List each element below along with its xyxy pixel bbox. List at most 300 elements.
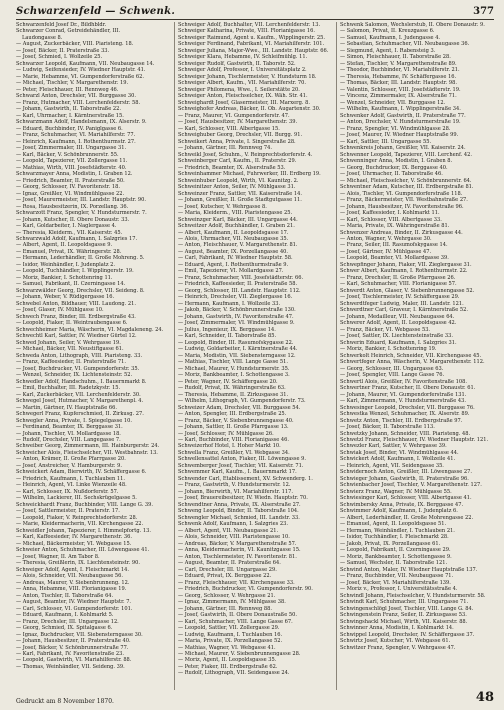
directory-entry: — Josef, Sattlermeister, II. Praterstr. 17.	[16, 508, 120, 515]
directory-entry: — Alois, Schneider, VIII. Piaristengasse 10.	[178, 534, 290, 541]
directory-entry: Schwickert Adolf, Kaufmann, I. Wollzeile 41.	[340, 456, 456, 463]
directory-entry: — Karl, Zimmermann, V. Hundsturmerstraße 43.	[340, 398, 467, 405]
directory-entry: — Johann, Gärtner, III. Rennweg 74.	[178, 145, 272, 152]
directory-entry: Schwidernoch Anton, Greißler, III. Löwengasse 27.	[340, 469, 472, 476]
directory-entry: — Franz, Fleischhauer, VII. Kirchengasse 33.	[178, 579, 295, 586]
directory-entry: — Johann, Sattler, II. Große Pfarrgasse 13.	[178, 424, 289, 431]
directory-entry: Schwebel Anton, Bildhauer, VIII. Laudong. 21.	[16, 300, 136, 307]
directory-entry: Schwimbersky Anna, Private, IX. Berggasse 47.	[340, 501, 464, 508]
column-divider	[174, 22, 175, 690]
directory-entry: Schwellensattel Anton, Fiaker, III. Löwengasse 9.	[178, 456, 306, 463]
directory-entry: — Anton, Drechsler, V. Hundsturmerstraße 19.	[340, 119, 461, 126]
directory-entry: — Theresia, Hebamme, IV. Schäffergasse 16.	[340, 73, 457, 80]
directory-entry: Schweier Anton, Schuhmacher, III. Löwengasse 41.	[16, 547, 150, 554]
directory-entry: Schwemmer Karl, Kaufm., I. Bauernmarkt 17.	[178, 469, 297, 476]
directory-entry: — Ignaz, Buchdrucker, VII. Siebensterngasse 30.	[16, 631, 143, 638]
directory-entry: Schwemberger Josef, Tischler, VII. Kaiserstr. 71.	[178, 462, 304, 469]
directory-entry: Schwarzwald Adolf, Kaufmann, I. Salzgries 17.	[16, 235, 138, 242]
directory-entry: — Leopold, Tapezierer, VII. Zollergasse 11.	[16, 158, 128, 165]
directory-entry: Schwerdtner Carl, Graveur, I. Kärntnerstraße 52.	[340, 307, 469, 314]
directory-entry: — Leopold, Fabrikant, II. Czerningasse 29.	[340, 547, 451, 554]
directory-entry: — Georg, Schlosser, V. Wehrgasse 21.	[178, 592, 276, 599]
directory-entry: — Leopold, Gastwirth, VI. Mariahilferstr. 88.	[16, 657, 132, 664]
directory-entry: — Moriz v., Professor, I. Universitätsstraße 4.	[340, 586, 458, 593]
directory-entry: Schwertner Franz, Kutscher, II. Obere Donaustr. 61.	[340, 385, 476, 392]
directory-entry: — Josef, Bäcker, V. Schönbrunnerstraße 77.	[16, 644, 129, 651]
directory-entry: — August, Zuckerbäcker, VIII. Piaristeng. 18.	[16, 41, 134, 48]
directory-entry: Schwertl Alois, Greißler, IV. Favoritenstraße 108.	[340, 378, 468, 385]
directory-entry: — Josef, Bäcker, II. Praterstraße 33.	[16, 47, 110, 54]
directory-entry: Schwenk Salomon, Wechslerstub, II. Obere Donaustr. 9.	[340, 22, 485, 28]
directory-entry: Schwarzott Franz, Spengler, V. Hundsturmerstr. 7.	[16, 210, 147, 217]
directory-entry: — Marie, Kleidermacherin, VII. Kirchengasse 22.	[16, 521, 144, 528]
directory-entry: — Franz, Kaffeesieder, II. Praterstraße 71.	[16, 359, 126, 366]
directory-entry: Schweiger Adolf, Agent, I. Fleischmarkt 14.	[16, 566, 130, 573]
directory-entry: Schwerdtfeger Ludwig, Maler, III. Landstr. 121.	[340, 300, 464, 307]
directory-entry: Schweickhardt Franz, Buchbinder, VIII. Lange G. 39.	[16, 501, 153, 508]
directory-entry: Schweinitzer Anton, Seiler, IV. Mühlgasse 31.	[178, 184, 296, 191]
directory-entry: — Josef, Tischlermeister, IV. Schäffergasse 29.	[340, 294, 460, 301]
directory-entry: Schwestka Wenzel, Schuhmacher, IX. Alserstr. 89.	[340, 411, 470, 418]
directory-entry: Schwindt Karl, Schuhmacher, III. Ungargasse 71.	[340, 599, 469, 606]
directory-entry: — Anton, Tischler, II. Taborstraße 64.	[16, 592, 114, 599]
directory-entry: — Wenzel, Schneider, IX. Lichtensteinstr. 52.	[16, 372, 133, 379]
directory-entry: Schwegerl Franz, Kupferschmied, II. Zirkusg. 27.	[16, 411, 144, 418]
directory-entry: — Karl, Schuhmacher, VIII. Lange Gasse 67.	[178, 618, 293, 625]
directory-entry: Schwech Franz, Binder, III. Erdbergstraße 43.	[16, 313, 136, 320]
directory-entry: Schweiger Adolf, Buchhalter, VII. Lerchenfelderstr. 13.	[178, 22, 321, 28]
directory-entry: — Ferdinand, Beamter, IX. Berggasse 31.	[16, 424, 123, 431]
directory-entry: Schweizerhof Hotel, I. Hoher Markt 10.	[178, 443, 281, 450]
directory-entry: — Josef, Gärtner, IV. Mühlgasse 47.	[340, 248, 432, 255]
directory-entry: — Franz, Drechsler, III. Ungargasse 12.	[16, 618, 119, 625]
directory-entry: Schwegel Josef, Hutmacher, V. Margarethenpl. 4.	[16, 398, 144, 405]
directory-entry: — Johann, Hausbesitzer, IV. Favoritenstraße 96.	[340, 203, 464, 210]
directory-entry: — Thomas, Weinhändler, VII. Seideng. 39.	[16, 663, 125, 670]
directory-entry: — Friedrich, Buchdrucker, VI. Gumpendorferstr. 90.	[178, 586, 313, 593]
directory-entry: — Leopold, Binder, III. Rasumofskygasse 22.	[178, 339, 294, 346]
directory-entry: — Karl, Schneider, II. Taborstraße 85.	[178, 333, 277, 340]
directory-entry: — Josef, Kutscher, V. Wehrgasse 8.	[178, 203, 267, 210]
page-footer	[16, 689, 494, 705]
directory-entry: — Carl, Schlosser, VI. Gumpendorferstr. 101.	[16, 605, 133, 612]
directory-entry: — Josef, Hausbesitzer, IV. Margarethenstr. 39.	[178, 119, 298, 126]
directory-entry: Schwenzer Andreas, Binder, II. Zirkusgasse 44.	[340, 229, 463, 236]
directory-entry: — Josef, Schlosser, IV. Mühlgasse 26.	[178, 430, 274, 437]
directory-entry: Schweinhuber Leopold, Wirth, VI. Kaunitzg. 2.	[178, 177, 299, 184]
directory-entry: Schweiger Anton, Fleischselcher, IX. Wäh. Str. 41.	[178, 93, 308, 100]
directory-entry: — Moriz, Bankier, I. Schottenring 11.	[16, 274, 113, 281]
column-divider	[336, 22, 337, 690]
directory-entry: — Jakob, Privat, IX. Porzellangasse 61.	[340, 540, 441, 547]
directory-entry: Schwender Carl, Etablissement, XV. Schwenderg. 1.	[178, 475, 313, 482]
directory-entry: — Theresia, Greißlerin, IX. Liechtensteinstr. 90.	[16, 560, 140, 567]
running-title: Schwarzenfeld — Schwenk.	[16, 5, 176, 17]
directory-entry: — Franz, Schuhmacher, VIII. Josefstädterstr. 66.	[178, 274, 304, 281]
directory-entry: — Franz, Bäcker, V. Siebenbrunnengasse 40.	[178, 417, 294, 424]
directory-entry: — Johann, Maurer, VI. Gumpendorferstraße 131.	[340, 391, 467, 398]
directory-entry: — Rudolf, Privat, IX. Währingerstraße 63.	[178, 385, 286, 392]
directory-entry: — Maria, Kleiderm., VIII. Piaristengasse 25.	[178, 210, 293, 217]
directory-entry: — Josef, Glaser, IV. Mühlgasse 10.	[16, 307, 104, 314]
directory-entry: Schwarzmayer Anna, Modistin, I. Graben 12.	[16, 171, 133, 178]
column-3	[340, 22, 494, 692]
directory-entry: Schwetzky Johann, Schneider, VIII. Piaristeng. 48.	[340, 430, 471, 437]
directory-entry: Schweighofer Andreas, Bäcker, II. Ob. Augartenstr. 30.	[178, 106, 321, 113]
directory-entry: Schwendtner Anna, Private, IX. Alserstraße 27.	[178, 501, 301, 508]
directory-entry: — Ignaz, Zimmermann, IV. Mühlgasse 38.	[178, 599, 286, 606]
directory-entry: — Marie, Hebamme, VI. Gumpendorferstraße 62.	[16, 73, 144, 80]
directory-entry: Schwenkreis Johann, Greißler, VII. Kaiserstr. 24.	[340, 145, 466, 152]
directory-entry: — Karl, Schlosser, VIII. Albertgasse 15.	[178, 125, 280, 132]
directory-entry: — Anton, Krämer, II. Große Pfarrgasse 20.	[16, 456, 126, 463]
directory-entry: Schweng Leopold, Binder, II. Taborstraße 104.	[178, 508, 299, 515]
directory-entry: Schwer Albert, Kaufmann, I. Rothenthurmstr. 22.	[340, 268, 468, 275]
directory-entry: — Friedrich, Kaffeesieder, II. Praterstraße 58.	[178, 281, 298, 288]
directory-entry: — Franz, Schuhmacher, VI. Mariahilferstr. 77.	[16, 132, 136, 139]
directory-entry: Schweickert Adam, Bierwirth, IV. Schäffergasse 6.	[16, 469, 147, 476]
directory-entry: Schweidler Johann, Tapezierer, I. Himmelpfortg. 13.	[16, 527, 151, 534]
directory-entry: — Josef, Schmied, I. Wollzeile 25.	[16, 54, 103, 61]
directory-entry: Schwegler Anna, Private, I. Spiegelgasse 10.	[16, 417, 132, 424]
directory-entry: Schwiesinger Karl, Schlosser, VIII. Albertgasse 41.	[340, 495, 472, 502]
directory-entry: — Ignaz, Greißler, VI. Windmühlgasse 22.	[16, 190, 125, 197]
directory-entry: — Michael, Bäckermeister, VI. Webgasse 15.	[16, 540, 132, 547]
print-date: Gedruckt am 8 November 1870.	[16, 698, 114, 705]
directory-entry: Schweiger Klara, Hebamme, IV. Schleifmühlg. 11.	[178, 54, 308, 61]
directory-entry: — Moriz, Bankier, I. Schottenring 19.	[340, 346, 437, 353]
directory-entry: — Karl, Schlosser, VIII. Albertgasse 33.	[340, 216, 442, 223]
directory-entry: — Stefan, Tischler, V. Margarethenstraße 89.	[340, 60, 457, 67]
directory-entry: — Carl, Fabrikant, IV. Wiedner Hauptstr. 58.	[178, 255, 293, 262]
directory-entry: — Martin, Gärtner, IV. Hauptstraße 66.	[16, 404, 117, 411]
directory-entry: — Moriz, Agent, II. Leopoldsgasse 35.	[178, 657, 277, 664]
directory-entry: — Johann, Medailleur, VII. Neubaugasse 64.	[340, 313, 455, 320]
directory-entry: — Georg, Schlosser, III. Landstr. Hauptstr. 112.	[178, 287, 301, 294]
directory-entry: — Franz, Hutmacher, VIII. Lerchenfelderstr. 58.	[16, 99, 141, 106]
directory-entry: — Samuel, Fabrikant, II. Czerningasse 14.	[16, 281, 126, 288]
directory-entry: — Alois, Tischler, VI. Gumpendorferstraße 118.	[340, 190, 463, 197]
directory-entry: — Michael, Maurer, V. Siebenbrunnengasse 28.	[178, 650, 301, 657]
directory-entry: Schweda Anton, Lithograph, VIII. Piaristeng. 33.	[16, 352, 143, 359]
directory-entry: — Karl, Schuhmacher, VIII. Florianigasse 57.	[340, 281, 457, 288]
directory-entry: — Sebastian, Schuhmacher, VII. Neubaugasse 36.	[340, 41, 470, 48]
directory-entry: Schwerin Eduard, Kaufmann, I. Salzgries 31.	[340, 339, 457, 346]
directory-entry: — Eduard, Buchbinder, IV. Paniglgasse 6.	[16, 125, 123, 132]
directory-entry: — Maria, Private, IX. Porzellangasse 52.	[178, 638, 283, 645]
directory-entry: Schwerer Adolf, Agent, II. Leopoldsgasse 42.	[340, 320, 457, 327]
directory-entry: Schweighardt Josef, Glasermeister, III. Marxerg. 8.	[178, 99, 310, 106]
directory-entry: Schwarzenfeld Josef Dr., Bildhbldr.	[16, 22, 107, 28]
directory-entry: Schwerkolt Heinrich, Schneider, VII. Kirchengasse 45.	[340, 352, 482, 359]
directory-entry: — Salomon, Privat, II. Kreuzgasse 6.	[340, 28, 435, 35]
directory-entry: Schwetz Anton, Tischler, III. Erdbergstraße 97.	[340, 417, 463, 424]
directory-entry: Schwierz Franz, Wagner, IV. Mühlgasse 55.	[340, 488, 452, 495]
directory-entry: — Josef, Bäcker, VI. Mariahilferstraße 139.	[340, 579, 451, 586]
directory-entry: — Albert, Lederhändler, II. Große Mohrengasse 22.	[340, 514, 474, 521]
directory-entry: Schwarzer Conrad, Getreidehändler, III.	[16, 28, 121, 35]
directory-entry: — August, Beamter, II. Praterstraße 64.	[178, 560, 281, 567]
directory-entry: — Samuel, Wechsler, II. Taborstraße 121.	[340, 560, 448, 567]
directory-entry: — Hermann, Weinhändler, I. Tuchlauben 21.	[340, 527, 455, 534]
directory-entry: — Albert, Agent, VII. Neubaugasse 21.	[178, 527, 279, 534]
directory-entry: Schweinzer Franz, Sattler, VII. Kaiserstraße 14.	[178, 190, 302, 197]
directory-entry: — Wilhelm, Lackierer, III. Sechskrügelgasse 5.	[16, 495, 137, 502]
directory-entry: Schwind Anton, Maler, IV. Wiedner Hauptstraße 137.	[340, 566, 478, 573]
directory-entry: — Johann, Tischler, VI. Mollardgasse 18.	[16, 430, 121, 437]
directory-entry: — Emil, Tapezierer, VI. Mollardgasse 27.	[178, 268, 284, 275]
directory-entry: — Emanuel, Privat, IX. Währingerstr. 28.	[16, 248, 122, 255]
directory-entry: — Peter, Wagner, IV. Schäffergasse 20.	[178, 378, 278, 385]
directory-entry: — Anton, Tischlermeister, IV. Favoritenstr. 81.	[178, 553, 297, 560]
directory-entry: — Simon, Fleischhauer, II. Taborstraße 28.	[340, 54, 451, 61]
directory-entry: — Johann, Gastwirth, II. Taborstraße 22.	[16, 106, 122, 113]
directory-entry: Schwarzwälder Georg, Drechsler, VII. Seideng. 8.	[16, 287, 145, 294]
directory-entry: — Alois, Schneider, VII. Neubaugasse 56.	[16, 573, 124, 580]
directory-entry: — Thomas, Bäcker, III. Landstr. Hauptstr. 98.	[340, 80, 457, 87]
directory-entry: — Josef, Bäcker, II. Taborstraße 113.	[340, 424, 435, 431]
directory-entry: — Samuel, Kaufmann, I. Judengasse 4.	[340, 34, 441, 41]
directory-entry: Schweiger Katharina, Private, VIII. Florianigasse 16.	[178, 28, 315, 35]
directory-entry: — Wilhelm, Lithograph, VI. Gumpendorferstr. 73.	[178, 398, 306, 405]
directory-entry: — Ludwig, Seifensieder, IV. Wiedner Hauptstr. 41.	[16, 67, 146, 74]
directory-entry: Schweicher Alois, Fleischselcher, VII. Westbahnstr. 13.	[16, 449, 158, 456]
directory-entry: Schwarzmann Adolf, Handelsmann, IX. Alserstr. 9.	[16, 119, 147, 126]
directory-entry: — Johann, Hausbesitzer, II. Praterstraße 40.	[16, 638, 131, 645]
directory-entry: Schwingenschlögl Josef, Tischler, VIII. Lange G. 84.	[340, 605, 474, 612]
directory-entry: — August, Beamter, IX. Porzellangasse 40.	[178, 248, 289, 255]
directory-entry: Schwertfeger Anna, Wäscherin, V. Margarethenstr. 112.	[340, 359, 485, 366]
directory-entry: — Emanuel, Agent, II. Leopoldsgasse 51.	[340, 521, 447, 528]
directory-entry: Schweiger Philomena, Wwe., I. Seilerstätte 20.	[178, 86, 300, 93]
directory-entry: — Anton, Spengler, III. Erdbergstraße 25.	[178, 411, 287, 418]
directory-entry: Schwinner Anna, Modistin, I. Kohlmarkt 14.	[340, 625, 454, 632]
directory-entry: — Karl, Buchbinder, VIII. Florianigasse 46.	[178, 437, 290, 443]
directory-entry: — Wenzel, Schneider, VII. Burggasse 12.	[340, 99, 446, 106]
directory-entry: — Josef, Kaffeesieder, I. Kohlmarkt 11.	[340, 210, 440, 217]
directory-entry: — Karl, Zuckerbäcker, VII. Lerchenfelderstr. 30.	[16, 391, 141, 398]
directory-entry: — Isidor, Weinhändler, I. Judenplatz 2.	[16, 261, 116, 268]
column-2	[178, 22, 332, 692]
directory-entry: — Friedrich, Kaufmann, I. Tuchlauben 11.	[16, 475, 125, 482]
directory-entry: — Anna, Kleidermacherin, VI. Kaunitzgasse 15.	[178, 547, 301, 554]
directory-entry: Schwiak Josef, Binder, VI. Windmühlgasse 44.	[340, 449, 459, 456]
directory-entry: — Leopold, Sattler, VII. Zollergasse 29.	[178, 625, 280, 632]
directory-entry: — Georg, Schlosser, IV. Favoritenstr. 18.	[16, 184, 120, 191]
directory-entry: — Anna, Hebamme, VIII. Florianigasse 19.	[16, 586, 127, 593]
directory-entry: — Ludwig, Kaufmann, I. Tuchlauben 16.	[178, 631, 283, 638]
directory-entry: — Emil, Buchhalter, III. Radetzkystr. 15.	[16, 385, 121, 392]
directory-entry: Schwedler Adolf, Handschuhm., I. Bauernmarkt 8.	[16, 378, 147, 385]
directory-entry: Schweiger Albert, Kaufm., VII. Mariahilferstr. 70.	[178, 80, 306, 87]
directory-entry: Schwimmer Adolf, Kaufmann, I. Judenplatz 6.	[340, 508, 458, 515]
directory-entry: — Johann, Greißler, II. Große Stadtgutgasse 11.	[178, 197, 302, 204]
directory-entry: Schwirtz Josef, Kutscher, VI. Webgasse 61.	[340, 638, 451, 645]
directory-entry: — Johann, Weber, V. Rüdigergasse 16.	[16, 294, 115, 301]
directory-entry: — Franz, Maurer, VI. Gumpendorferstr. 47.	[178, 112, 290, 119]
directory-entry: — Josef, Gastwirth, II. Obere Donaustraße 50.	[178, 612, 297, 619]
directory-entry: Schwed Johann, Seiler, V. Wehrgasse 19.	[16, 339, 121, 346]
directory-entry: — Leopold, Tuchhändler, I. Wipplingerstr. 19.	[16, 268, 134, 275]
directory-entry: Schwingshackl Michael, Wirth, VII. Kaiserstr. 88.	[340, 618, 468, 625]
directory-entry: — Isidor, Tuchhändler, I. Fleischmarkt 28.	[340, 534, 449, 541]
directory-entry: — Theresia, Hebamme, II. Zirkusgasse 31.	[178, 391, 289, 398]
directory-entry: — Heinrich, Agent, VI. Linke Wienzeile 48.	[16, 482, 127, 489]
page-number: 377	[473, 5, 494, 17]
directory-entry: — Georg, Schlosser, III. Ungargasse 63.	[340, 365, 444, 372]
directory-entry: — Ludwig, Goldarbeiter, I. Kärntnerstraße 44.	[178, 346, 298, 353]
directory-entry: — Hermann, Lederhändler, II. Große Mohreng. 5.	[16, 255, 145, 262]
directory-entry: Laudongasse 8.	[22, 34, 63, 41]
directory-entry: — Mathias, Wagner, VI. Webgasse 41.	[178, 644, 276, 651]
directory-entry: Schweiger Juliana, Major-Wwe., III. Landstr. Hauptstr. 66.	[178, 47, 329, 54]
directory-entry: Schwitzer Franz, Spengler, V. Wehrgasse 47.	[340, 644, 456, 651]
directory-entry: Schweiger Johann, Tischlermeister, V. Hundsturm 18.	[178, 73, 317, 80]
directory-entry: — Andreas, Bäcker, V. Margarethenstraße 57.	[178, 540, 297, 547]
directory-entry: Schwengler Michael, Schmied, III. Landstr. 33.	[178, 514, 300, 521]
directory-entry: Schwechtl Karl, Sattler, IV. Wiedner Gürtel 12.	[16, 333, 137, 340]
directory-entry: — Josef, Anstreicher, V. Hamburgerstr. 9.	[16, 462, 123, 469]
directory-entry: — Michael, Maurer, V. Hundsturmerstr. 35.	[178, 365, 290, 372]
directory-entry: — Albert, Kaufmann, II. Leopoldsgasse 17.	[178, 229, 289, 236]
directory-entry: — Moriz, Bankbeamter, I. Schottengasse 9.	[340, 553, 452, 560]
directory-entry: — Johann, Kutscher, II. Obere Donaustr. 33.	[16, 216, 130, 223]
directory-entry: — Moriz, Bankbeamter, I. Schottengasse 3.	[178, 372, 290, 379]
directory-entry: Schwesinger Leopold, Drechsler, VII. Burggasse 76.	[340, 404, 475, 411]
directory-entry: Schwieger Johann, Gastwirth, II. Praterstraße 96.	[340, 475, 469, 482]
directory-entry: — Josef, Zimmermaler, VI. Windmühlgasse 9.	[178, 320, 295, 327]
directory-entry: — Theresia, Kleiderm., VII. Kaiserstr. 45.	[16, 229, 123, 236]
directory-entry: — Alois, Uhrmacher, VII. Neubaugasse 35.	[178, 235, 289, 242]
directory-entry: — Franz, Drechsler, II. Große Pfarrgasse 26.	[340, 274, 456, 281]
directory-entry: — Hermann, Kaufmann, I. Wollzeile 33.	[178, 300, 281, 307]
directory-entry: — Karl, Goldarbeiter, I. Naglergasse 4.	[16, 223, 117, 230]
directory-entry: — Josef, Sattler, IX. Liechtensteinstraße 33.	[340, 333, 454, 340]
directory-entry: Schwentner Adam, Kutscher, III. Erdbergstraße 81.	[340, 184, 474, 191]
directory-entry: Schwenner Leopold, Tapezierer, VIII. Lerchenf. 42.	[340, 151, 473, 158]
directory-entry: Schwenninger Anna, Modistin, I. Graben 8.	[340, 158, 453, 165]
directory-entry: — Heinrich, Drechsler, VII. Zieglergasse 16.	[178, 294, 293, 301]
directory-entry: — Mathias, Tischler, VIII. Lange Gasse 51.	[178, 359, 288, 366]
directory-entry: — Eduard, Kaufmann, I. Kohlmarkt 5.	[16, 612, 114, 619]
directory-entry: — Karl, Schlosser, IX. Nußdorferstr. 57.	[16, 488, 119, 495]
directory-entry: — Albert, Agent, II. Leopoldsgasse 9.	[16, 242, 113, 249]
directory-entry: — Leopold, Fiaker, II. Weintraubengasse 6.	[16, 320, 128, 327]
directory-entry: — Rudolf, Drechsler, VIII. Langegasse 7.	[16, 437, 121, 443]
directory-entry: — Josef, Wagner, II. Am Tabor 8.	[16, 553, 100, 560]
directory-entry: Schwetzl Franz, Fleischhauer, IV. Wiedner Hauptstr. 121.	[340, 437, 489, 443]
directory-entry: Schweiger Adolf, Professor, I. Universitätsplatz 2.	[178, 67, 307, 74]
directory-entry: — Vincenz, Zimmermaler, IX. Alserstraße 71.	[340, 93, 457, 100]
directory-entry: Schweikl Josef, Schuhm., V. Reinprechtsdorferstr. 4.	[178, 151, 313, 158]
directory-entry: — Johann, Gastwirth, IV. Favoritenstraße 47.	[178, 313, 294, 320]
directory-entry: — Georg, Schmied, IX. Spitalgasse 6.	[16, 625, 113, 632]
directory-entry: — Peter, Fleischhauer, III. Rennweg 46.	[16, 86, 119, 93]
directory-entry: — Franz, Seiler, III. Rasumofskygasse 14.	[340, 242, 448, 249]
directory-entry: — Josef, Zimmermaler, III. Ungargasse 31.	[16, 145, 127, 152]
directory-entry: — Josef, Brauereibesitzer, IV. Wiedn. Hauptstr. 70.	[178, 495, 308, 502]
directory-entry: — Michael, Tischler, V. Margarethenstr. 19.	[16, 80, 129, 87]
directory-entry: Schwindl Johann, Fleischselcher, V. Hundsturmerstr. 58.	[340, 592, 486, 599]
directory-entry: Schweizer Adam, Drechsler, VII. Burggasse 54.	[178, 404, 301, 411]
directory-entry: — Johann, Bierwirth, VI. Mariahilferstr. 117.	[178, 488, 294, 495]
directory-entry: Schwingenstein Franz, Seiler, II. Zirkusgasse 53.	[340, 612, 467, 619]
directory-entry: — Michael, Fleischselcher, V. Schönbrunnerstr. 64.	[340, 177, 472, 184]
directory-entry: Schwarzl Anton, Drechsler, VII. Burggasse 30.	[16, 93, 136, 100]
directory-entry: — Anton, Fleischhauer, V. Margarethenstr. 81.	[178, 242, 298, 249]
directory-entry: — Peter, Fiaker, III. Erdbergstraße 62.	[178, 663, 278, 670]
directory-entry: — Josef, Buchdrucker, VI. Gumpendorferstr. 35.	[16, 365, 140, 372]
directory-entry: — Carl, Drechsler, III. Ungargasse 29.	[178, 566, 277, 573]
directory-entry: Schweikert Anna, Private, I. Singerstraße 28.	[178, 138, 296, 145]
directory-entry: — Josef, Uhrmacher, II. Taborstraße 46.	[340, 171, 443, 178]
directory-entry: Schwienbacher Josef, Tischler, V. Margarethenstr. 127.	[340, 482, 482, 489]
directory-entry: — Franz, Bäckermeister, VII. Westbahnstraße 27.	[340, 197, 468, 204]
directory-entry: Schwarzer Leopold, Kaufmann, VII. Neubaugasse 14.	[16, 60, 155, 67]
directory-entry: — Rudolf, Lithograph, VII. Seidengasse 24.	[178, 670, 290, 677]
directory-entry: — Mathias, Wirth, VIII. Josefstädterstr. 40.	[16, 164, 127, 171]
directory-entry: — Karl, Sattler, III. Ungargasse 55.	[340, 138, 432, 145]
directory-entry: — Maria, Modistin, VII. Siebensterngasse 12.	[178, 352, 296, 359]
column-1	[16, 22, 170, 692]
directory-entry: — Franz, Buchbinder, VII. Neubaugasse 71.	[340, 573, 454, 580]
directory-entry: Schwechheimer Maria, Wäscherin, VI. Magdaleneng. 24.	[16, 326, 164, 333]
page-header	[16, 4, 494, 18]
directory-entry: Schweighuber Georg, Drechsler, VII. Burgg. 91.	[178, 132, 303, 139]
directory-entry: Schwenk Adolf, Kaufmann, I. Salzgries 23.	[178, 521, 288, 528]
directory-entry: Schweinzger Karl, Bäcker, III. Ungargasse 44.	[178, 216, 298, 223]
directory-entry: Schwezler Karl, Sattler, V. Wehrgasse 39.	[340, 443, 447, 450]
directory-entry: — Michael, Bäcker, VII. Neustiftgasse 61.	[16, 346, 124, 353]
directory-entry: — Friedrich, Beamter, IX. Alserstraße 53.	[178, 164, 286, 171]
directory-entry: — Jakob, Bäcker, V. Schönbrunnerstraße 130.	[178, 307, 296, 314]
directory-entry: — Eduard, Privat, IX. Berggasse 22.	[178, 573, 272, 580]
directory-entry: Schweinhammer Michael, Fuhrwerker, III. Erdberg 19.	[178, 171, 321, 178]
directory-entry: — Andreas, Maurer, V. Siebenbrunneng. 12.	[16, 579, 130, 586]
directory-entry: Schweinberger Carl, Kaufm., II. Praterstr. 29.	[178, 158, 297, 165]
directory-entry: — Josef, Maurermeister, III. Landstr. Hauptstr. 90.	[16, 197, 147, 204]
directory-entry: — Theodor, Buchbinder, VI. Mariahilferstr. 21.	[340, 67, 460, 74]
directory-entry: Schweiger Raimund, Agent u. Kaufm., Wipplingerstr. 25.	[178, 34, 325, 41]
directory-entry: Schweiger Ferdinand, Fabrikant, VI. Mariahilferstr. 101.	[178, 41, 325, 48]
directory-entry: — Valentin, Schlosser, VIII. Josefstädterstr. 19.	[340, 86, 461, 93]
header-rule	[16, 19, 494, 20]
directory-entry: — Maria, Private, IX. Währingerstraße 81.	[340, 223, 450, 230]
directory-entry: — Anton, Wagner, V. Wehrgasse 30.	[340, 235, 432, 242]
signature-mark: 48	[475, 690, 494, 705]
directory-entry: — Franz, Gastwirth, V. Hundsturmerstr. 12.	[178, 482, 291, 489]
directory-entry: — Franz, Bäcker, VI. Webgasse 53.	[340, 326, 431, 333]
directory-entry: Schwenker Adolf, Gastwirth, II. Praterstraße 77.	[340, 112, 466, 119]
directory-entry: — Julius, Ingenieur, IX. Berggasse 14.	[178, 326, 276, 333]
directory-entry: — Josef, Spengler, VIII. Lange Gasse 76.	[340, 372, 445, 379]
directory-entry: Schweiber Georg, Zimmermann, III. Hainburgerstr. 24.	[16, 443, 160, 450]
directory-entry: — Rosa, Hausbesitzerin, IX. Porzellang. 36.	[16, 203, 129, 210]
directory-entry: — Karl, Fabrikant, IV. Favoritenstraße 23.	[16, 650, 124, 657]
directory-entry: — Leopold, Fiaker, V. Reinprechtsdorferstr. 28.	[16, 514, 138, 521]
directory-entry: Schweitzer Adolf, Buchhändler, I. Graben 21.	[178, 223, 295, 230]
directory-entry: — Siegmund, Agent, I. Rabensteig 3.	[340, 47, 436, 54]
directory-entry: — Karl, Kaffeesieder, IV. Margarethenstr. 36.	[16, 534, 132, 541]
directory-entry: Schweiger Rudolf, Gastwirth, II. Taborstr. 52.	[178, 60, 296, 67]
directory-entry: — Josef, Maurer, IV. Wiedner Hauptstraße 99.	[340, 132, 459, 139]
directory-entry: — Eduard, Agent, I. Rothenthurmstraße 9.	[178, 261, 289, 268]
directory-entry: — Karl, Uhrmacher, I. Kärntnerstraße 15.	[16, 112, 124, 119]
directory-entry: — Georg, Buchdrucker, IX. Berggasse 40.	[340, 164, 448, 171]
directory-entry: — Friedrich, Beamter, II. Praterstraße 50.	[16, 177, 125, 184]
directory-entry: — Franz, Spengler, VI. Windmühlgasse 28.	[340, 125, 451, 132]
directory-entry: — Wilhelm, Kaufmann, I. Wipplingerstraße 34.	[340, 106, 461, 113]
